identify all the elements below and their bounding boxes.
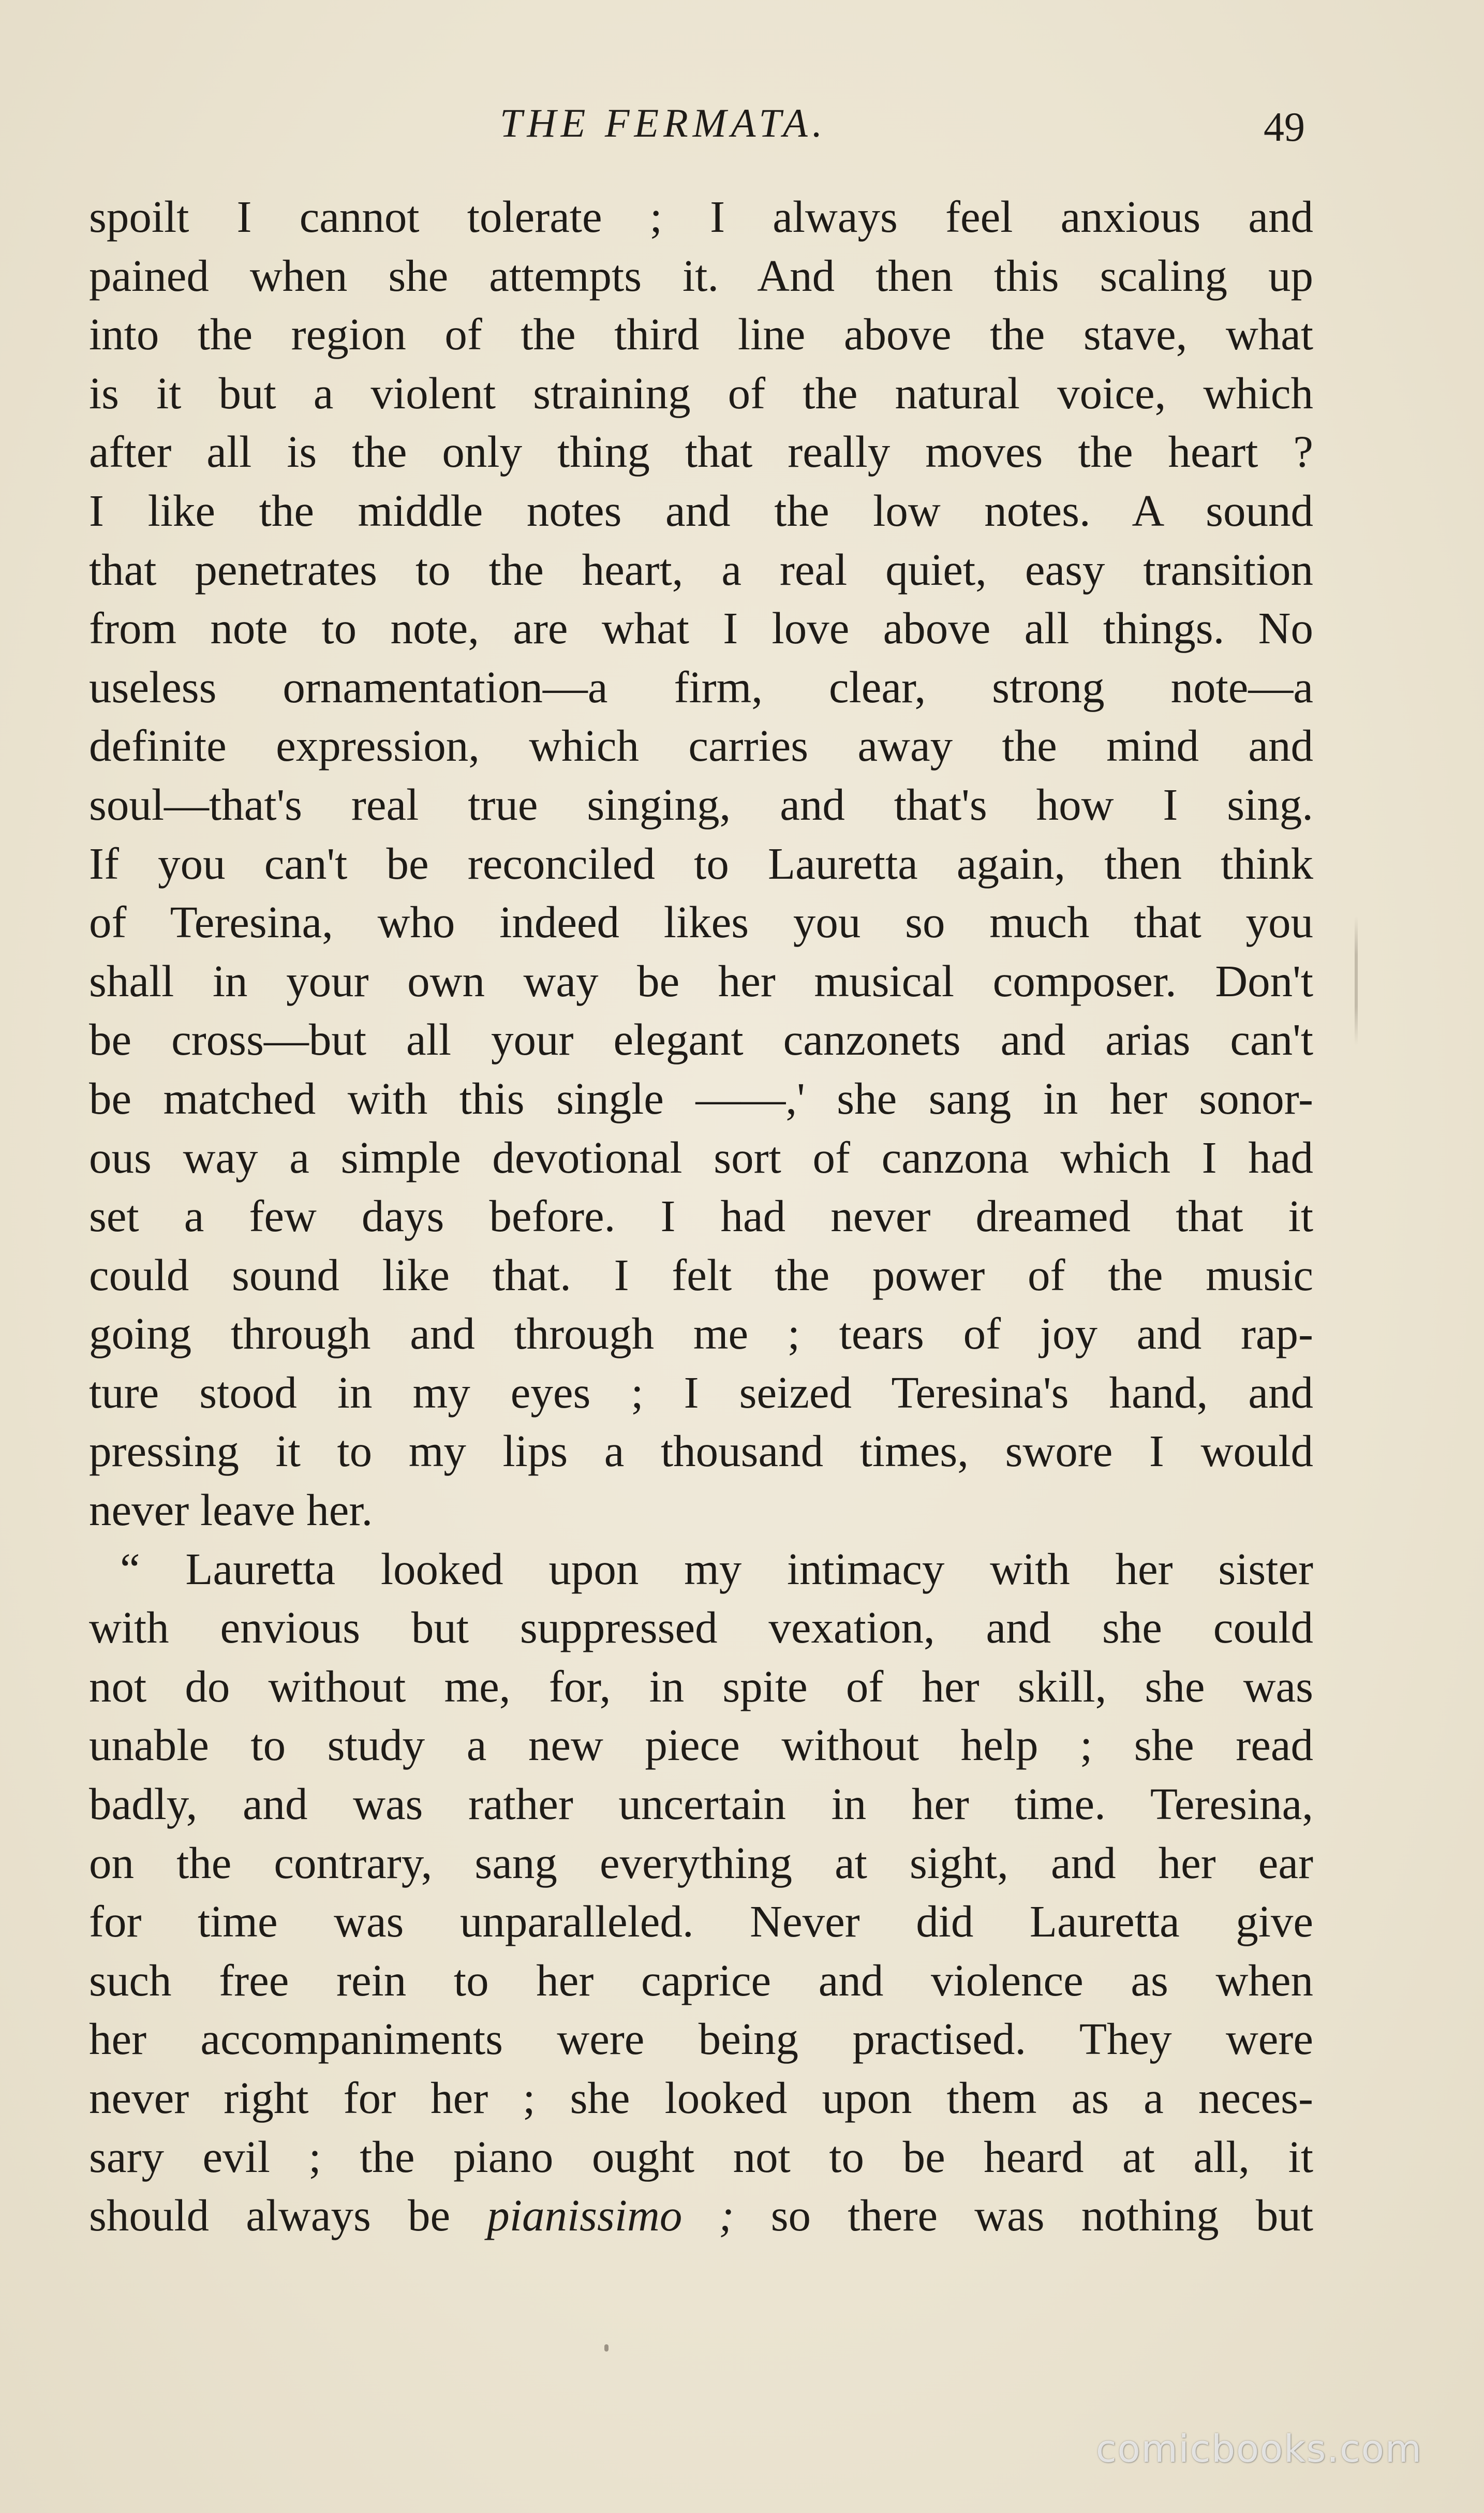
text-line: never leave her. bbox=[89, 1485, 373, 1535]
text-line: on the contrary, sang everything at sight, and her ear bbox=[89, 1837, 1313, 1888]
text-line: going through and through me ; tears of joy and rap- bbox=[89, 1308, 1313, 1359]
text-line: her accompaniments were being practised. They were bbox=[89, 2014, 1313, 2064]
text-segment: so there was nothing but bbox=[734, 2190, 1313, 2241]
running-head bbox=[0, 92, 1484, 149]
body-text bbox=[89, 187, 1313, 2245]
text-line: pained when she attempts it. And then this scaling up bbox=[89, 250, 1313, 301]
text-line: sary evil ; the piano ought not to be heard at all, it bbox=[89, 2131, 1313, 2182]
text-line: ous way a simple devotional sort of canzona which I had bbox=[89, 1132, 1313, 1182]
text-line: soul—that's real true singing, and that's how I sing. bbox=[89, 779, 1313, 830]
running-title: THE FERMATA. bbox=[500, 100, 827, 145]
text-line: is it but a violent straining of the natural voice, which bbox=[89, 367, 1313, 418]
watermark: comicbooks.com bbox=[1096, 2427, 1423, 2471]
text-line: with envious but suppressed vexation, and she could bbox=[89, 1602, 1313, 1653]
text-line: be cross—but all your elegant canzonets and arias can't bbox=[89, 1014, 1313, 1065]
text-line: after all is the only thing that really moves the heart ? bbox=[89, 426, 1313, 477]
text-line: shall in your own way be her musical composer. Don't bbox=[89, 955, 1313, 1006]
text-line: from note to note, are what I love above all things. No bbox=[89, 603, 1313, 654]
text-segment: should always be bbox=[89, 2190, 487, 2241]
text-line: badly, and was rather uncertain in her time. Teresina, bbox=[89, 1779, 1313, 1829]
text-line: definite expression, which carries away the mind and bbox=[89, 720, 1313, 771]
text-line: such free rein to her caprice and violence as when bbox=[89, 1955, 1313, 2005]
text-line: ture stood in my eyes ; I seized Teresina's hand, and bbox=[89, 1367, 1313, 1417]
text-line: that penetrates to the heart, a real quiet, easy transition bbox=[89, 544, 1313, 595]
text-line: unable to study a new piece without help ; she read bbox=[89, 1720, 1313, 1770]
text-line: could sound like that. I felt the power of the music bbox=[89, 1249, 1313, 1300]
text-line: be matched with this single ——,' she sang in her sonor- bbox=[89, 1073, 1313, 1124]
print-dot bbox=[604, 2344, 609, 2352]
text-line: set a few days before. I had never dreamed that it bbox=[89, 1191, 1313, 1241]
italic-term: pianissimo ; bbox=[487, 2190, 734, 2241]
text-line: useless ornamentation—a firm, clear, strong note—a bbox=[89, 661, 1313, 712]
text-line: pressing it to my lips a thousand times, swore I would bbox=[89, 1426, 1313, 1476]
text-line: never right for her ; she looked upon them as a neces- bbox=[89, 2073, 1313, 2123]
text-line: not do without me, for, in spite of her skill, she was bbox=[89, 1661, 1313, 1711]
text-line-final bbox=[89, 2186, 1313, 2245]
page-number: 49 bbox=[1264, 105, 1305, 150]
text-line: for time was unparalleled. Never did Lauretta give bbox=[89, 1896, 1313, 1947]
margin-mark bbox=[1355, 916, 1358, 1045]
text-line: of Teresina, who indeed likes you so much that you bbox=[89, 897, 1313, 948]
text-line: into the region of the third line above the stave, what bbox=[89, 309, 1313, 360]
text-line: I like the middle notes and the low notes. A sound bbox=[89, 485, 1313, 536]
text-line: spoilt I cannot tolerate ; I always feel anxious and bbox=[89, 191, 1313, 242]
text-line: “ Lauretta looked upon my intimacy with her sister bbox=[120, 1543, 1313, 1594]
text-line: If you can't be reconciled to Lauretta again, then think bbox=[89, 838, 1313, 889]
